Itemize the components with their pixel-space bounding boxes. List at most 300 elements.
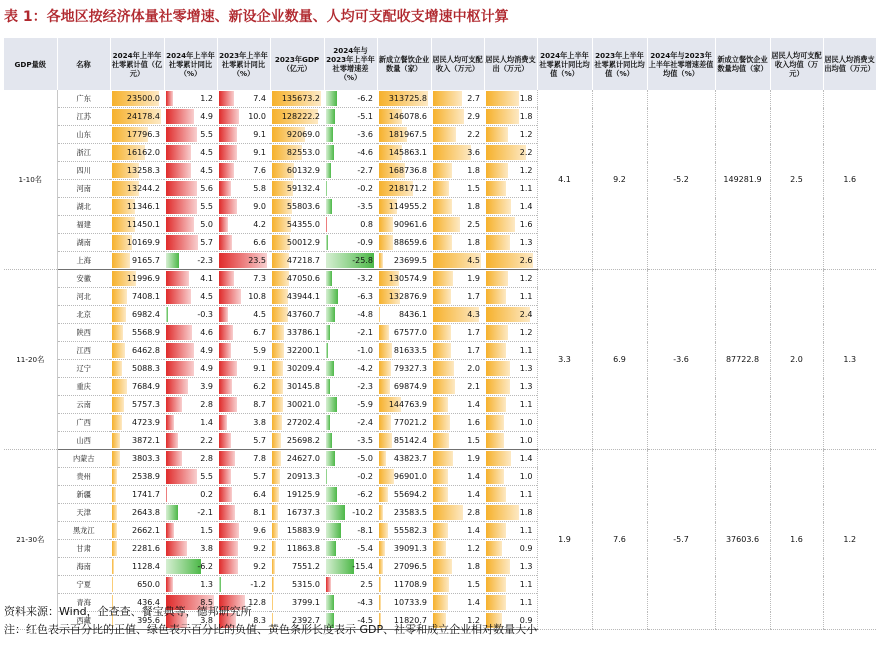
value-cell: [270, 576, 324, 594]
value-cell: [431, 198, 484, 216]
cell-value: 5.6: [200, 184, 213, 193]
cell-value: 82553.0: [286, 148, 320, 157]
cell-value: 4.6: [200, 328, 213, 337]
cell-value: -1.2: [250, 580, 266, 589]
cell-value: 146078.6: [388, 112, 427, 121]
cell-value: 4.9: [200, 346, 213, 355]
value-cell: [270, 270, 324, 288]
value-cell: [324, 468, 377, 486]
cell-value: 55803.6: [286, 202, 320, 211]
cell-value: 1.5: [467, 580, 480, 589]
cell-value: 3.8: [200, 616, 213, 625]
value-cell: [377, 234, 431, 252]
value-cell: [164, 126, 217, 144]
cell-value: 10169.9: [126, 238, 160, 247]
group-average-cell: 4.1: [537, 90, 592, 270]
value-cell: [110, 234, 164, 252]
cell-value: 10733.9: [393, 598, 427, 607]
value-cell: [270, 162, 324, 180]
header-row: [4, 38, 876, 90]
value-cell: [324, 432, 377, 450]
column-header: 居民人均可支配收入（万元）: [431, 38, 484, 90]
cell-value: 1.1: [519, 292, 533, 301]
group-average-cell: 2.5: [770, 90, 823, 270]
value-cell: [217, 252, 270, 270]
value-cell: [377, 288, 431, 306]
cell-value: -3.6: [357, 130, 373, 139]
cell-value: -2.4: [357, 418, 373, 427]
group-average-cell: 1.6: [770, 450, 823, 630]
value-cell: [270, 504, 324, 522]
cell-value: 55694.2: [393, 490, 427, 499]
value-cell: [431, 162, 484, 180]
cell-value: 114955.2: [388, 202, 427, 211]
cell-value: 30021.0: [286, 400, 320, 409]
value-cell: [377, 612, 431, 630]
cell-value: 96901.0: [393, 472, 427, 481]
cell-value: -6.2: [357, 490, 373, 499]
value-cell: [484, 414, 537, 432]
value-cell: [431, 558, 484, 576]
value-cell: [324, 216, 377, 234]
value-cell: [431, 450, 484, 468]
value-cell: [110, 396, 164, 414]
value-cell: [324, 198, 377, 216]
cell-value: 1.6: [467, 418, 480, 427]
value-cell: [270, 90, 324, 108]
value-cell: [431, 144, 484, 162]
value-cell: [270, 180, 324, 198]
value-cell: [484, 342, 537, 360]
cell-value: 6.4: [253, 490, 266, 499]
cell-value: 4.3: [467, 310, 480, 319]
value-cell: [431, 216, 484, 234]
value-cell: [270, 306, 324, 324]
cell-value: 27202.4: [286, 418, 320, 427]
value-cell: [217, 396, 270, 414]
value-cell: [217, 180, 270, 198]
cell-value: 12.8: [248, 598, 266, 607]
cell-value: 13258.3: [126, 166, 160, 175]
value-cell: [164, 306, 217, 324]
column-header: 名称: [57, 38, 110, 90]
value-cell: [377, 396, 431, 414]
cell-value: -2.3: [357, 382, 373, 391]
group-average-cell: 87722.8: [715, 270, 770, 450]
value-cell: [377, 558, 431, 576]
column-header: GDP量级: [4, 38, 57, 90]
cell-value: 4.2: [253, 220, 266, 229]
value-cell: [377, 306, 431, 324]
cell-value: 1.9: [467, 454, 480, 463]
cell-value: 1.8: [467, 166, 480, 175]
value-cell: [164, 90, 217, 108]
value-cell: [324, 396, 377, 414]
cell-value: 7.4: [253, 94, 266, 103]
cell-value: 11820.7: [393, 616, 427, 625]
value-cell: [431, 324, 484, 342]
province-name: 山西: [57, 432, 110, 450]
value-cell: [484, 558, 537, 576]
cell-value: 4.5: [253, 310, 266, 319]
value-cell: [164, 396, 217, 414]
value-cell: [110, 252, 164, 270]
value-cell: [484, 540, 537, 558]
group-average-cell: -5.7: [647, 450, 715, 630]
cell-value: -6.2: [197, 562, 213, 571]
value-cell: [377, 378, 431, 396]
cell-value: 9.0: [253, 202, 266, 211]
cell-value: 1.1: [519, 580, 533, 589]
province-name: 天津: [57, 504, 110, 522]
cell-value: 2.2: [519, 148, 533, 157]
value-cell: [431, 126, 484, 144]
province-name: 广西: [57, 414, 110, 432]
cell-value: 1.8: [519, 508, 533, 517]
value-cell: [324, 108, 377, 126]
value-cell: [431, 234, 484, 252]
province-name: 重庆: [57, 378, 110, 396]
value-cell: [377, 108, 431, 126]
cell-value: 130574.9: [388, 274, 427, 283]
cell-value: 1.4: [467, 400, 480, 409]
value-cell: [484, 306, 537, 324]
column-header: 2023年GDP（亿元）: [270, 38, 324, 90]
province-name: 青海: [57, 594, 110, 612]
value-cell: [431, 468, 484, 486]
cell-value: 1.2: [519, 166, 533, 175]
cell-value: -2.1: [357, 328, 373, 337]
cell-value: 1.3: [200, 580, 213, 589]
group-average-cell: 3.3: [537, 270, 592, 450]
province-name: 湖南: [57, 234, 110, 252]
cell-value: 6.2: [253, 382, 266, 391]
cell-value: 23699.5: [393, 256, 427, 265]
value-cell: [484, 162, 537, 180]
group-average-cell: -3.6: [647, 270, 715, 450]
cell-value: 1.3: [519, 562, 533, 571]
cell-value: -6.2: [357, 94, 373, 103]
cell-value: 16162.0: [126, 148, 160, 157]
value-cell: [217, 558, 270, 576]
value-cell: [217, 198, 270, 216]
value-cell: [377, 522, 431, 540]
column-header: 2024年与2023年上半年社零增速差值均值（%）: [647, 38, 715, 90]
province-name: 内蒙古: [57, 450, 110, 468]
cell-value: 20913.3: [286, 472, 320, 481]
cell-value: -2.1: [197, 508, 213, 517]
gdp-tier-label: 1-10名: [4, 90, 57, 270]
value-cell: [164, 144, 217, 162]
cell-value: 7.3: [253, 274, 266, 283]
cell-value: 81633.5: [393, 346, 427, 355]
cell-value: 3.8: [200, 544, 213, 553]
cell-value: 2.0: [467, 364, 480, 373]
cell-value: 4723.9: [132, 418, 160, 427]
cell-value: 2281.6: [132, 544, 160, 553]
value-cell: [377, 90, 431, 108]
value-cell: [217, 288, 270, 306]
group-average-cell: 1.6: [823, 90, 876, 270]
cell-value: -0.3: [197, 310, 213, 319]
cell-value: 3872.1: [132, 436, 160, 445]
cell-value: 1.4: [467, 472, 480, 481]
group-average-cell: 1.2: [823, 450, 876, 630]
cell-value: 7.8: [253, 454, 266, 463]
value-cell: [377, 198, 431, 216]
group-average-cell: 37603.6: [715, 450, 770, 630]
value-cell: [217, 216, 270, 234]
value-cell: [217, 342, 270, 360]
cell-value: 0.9: [519, 544, 533, 553]
cell-value: -4.3: [357, 598, 373, 607]
cell-value: 5.5: [200, 472, 213, 481]
value-cell: [484, 126, 537, 144]
cell-value: 2.9: [467, 112, 480, 121]
value-cell: [110, 270, 164, 288]
cell-value: 9.1: [253, 130, 266, 139]
value-cell: [377, 450, 431, 468]
column-header: 2023年上半年社零累计同比（%）: [217, 38, 270, 90]
value-cell: [270, 594, 324, 612]
cell-value: 32200.1: [286, 346, 320, 355]
cell-value: 1.2: [467, 544, 480, 553]
value-cell: [110, 342, 164, 360]
cell-value: -6.3: [357, 292, 373, 301]
province-name: 江苏: [57, 108, 110, 126]
cell-value: 25698.2: [286, 436, 320, 445]
value-cell: [431, 270, 484, 288]
cell-value: 7551.2: [292, 562, 320, 571]
cell-value: 1.1: [519, 184, 533, 193]
cell-value: 54355.0: [286, 220, 320, 229]
value-cell: [217, 450, 270, 468]
cell-value: 47218.7: [286, 256, 320, 265]
value-cell: [484, 108, 537, 126]
cell-value: 1.4: [467, 490, 480, 499]
value-cell: [110, 612, 164, 630]
value-cell: [324, 504, 377, 522]
cell-value: 5.7: [253, 472, 266, 481]
cell-value: 8.7: [253, 400, 266, 409]
value-cell: [431, 612, 484, 630]
province-name: 云南: [57, 396, 110, 414]
table-row: [4, 270, 876, 288]
cell-value: 2.5: [360, 580, 373, 589]
value-cell: [164, 540, 217, 558]
cell-value: 3.6: [467, 148, 480, 157]
value-cell: [270, 144, 324, 162]
cell-value: 2392.7: [292, 616, 320, 625]
value-cell: [324, 612, 377, 630]
value-cell: [270, 342, 324, 360]
cell-value: 1.8: [467, 238, 480, 247]
province-name: 广东: [57, 90, 110, 108]
value-cell: [110, 378, 164, 396]
value-cell: [217, 126, 270, 144]
value-cell: [164, 270, 217, 288]
cell-value: -5.9: [357, 400, 373, 409]
cell-value: 1.8: [467, 202, 480, 211]
value-cell: [110, 504, 164, 522]
cell-value: 5.7: [253, 436, 266, 445]
cell-value: 3803.3: [132, 454, 160, 463]
cell-value: 1.7: [467, 346, 480, 355]
value-cell: [217, 540, 270, 558]
cell-value: -2.7: [357, 166, 373, 175]
value-cell: [270, 522, 324, 540]
province-name: 浙江: [57, 144, 110, 162]
value-cell: [484, 288, 537, 306]
cell-value: 5568.9: [132, 328, 160, 337]
value-cell: [484, 270, 537, 288]
cell-value: 9.1: [253, 148, 266, 157]
value-cell: [431, 378, 484, 396]
value-cell: [484, 594, 537, 612]
cell-value: 1.5: [467, 184, 480, 193]
value-cell: [110, 522, 164, 540]
value-cell: [484, 504, 537, 522]
cell-value: 43823.7: [393, 454, 427, 463]
cell-value: 11708.9: [393, 580, 427, 589]
cell-value: 1.1: [519, 346, 533, 355]
cell-value: 4.9: [200, 364, 213, 373]
cell-value: 60132.9: [286, 166, 320, 175]
value-cell: [164, 558, 217, 576]
value-cell: [164, 162, 217, 180]
province-name: 新疆: [57, 486, 110, 504]
value-cell: [324, 90, 377, 108]
cell-value: 1.9: [467, 274, 480, 283]
province-name: 安徽: [57, 270, 110, 288]
cell-value: 11450.1: [126, 220, 160, 229]
cell-value: 2.6: [519, 256, 533, 265]
value-cell: [324, 414, 377, 432]
value-cell: [324, 522, 377, 540]
value-cell: [110, 144, 164, 162]
province-name: 甘肃: [57, 540, 110, 558]
cell-value: 1.1: [519, 490, 533, 499]
cell-value: 4.5: [200, 166, 213, 175]
cell-value: 1.2: [519, 130, 533, 139]
cell-value: 10.8: [248, 292, 266, 301]
value-cell: [110, 594, 164, 612]
value-cell: [484, 378, 537, 396]
cell-value: 3.8: [253, 418, 266, 427]
value-cell: [484, 90, 537, 108]
value-cell: [431, 522, 484, 540]
value-cell: [324, 342, 377, 360]
cell-value: 23583.5: [393, 508, 427, 517]
value-cell: [270, 126, 324, 144]
value-cell: [377, 180, 431, 198]
value-cell: [270, 486, 324, 504]
cell-value: 1.4: [200, 418, 213, 427]
value-cell: [377, 432, 431, 450]
province-name: 江西: [57, 342, 110, 360]
value-cell: [431, 504, 484, 522]
cell-value: 1.6: [519, 220, 533, 229]
cell-value: 6.6: [253, 238, 266, 247]
cell-value: 1.7: [467, 292, 480, 301]
value-cell: [217, 432, 270, 450]
value-cell: [164, 468, 217, 486]
province-name: 宁夏: [57, 576, 110, 594]
value-cell: [377, 324, 431, 342]
value-cell: [431, 108, 484, 126]
cell-value: -4.2: [357, 364, 373, 373]
value-cell: [164, 180, 217, 198]
cell-value: 2.8: [200, 454, 213, 463]
value-cell: [324, 540, 377, 558]
value-cell: [217, 594, 270, 612]
value-cell: [164, 108, 217, 126]
cell-value: 132876.9: [388, 292, 427, 301]
cell-value: 0.2: [200, 490, 213, 499]
cell-value: 6462.8: [132, 346, 160, 355]
value-cell: [377, 360, 431, 378]
value-cell: [431, 594, 484, 612]
cell-value: 4.5: [200, 292, 213, 301]
value-cell: [110, 576, 164, 594]
value-cell: [217, 162, 270, 180]
value-cell: [217, 378, 270, 396]
value-cell: [217, 324, 270, 342]
value-cell: [484, 360, 537, 378]
cell-value: 8.1: [253, 508, 266, 517]
cell-value: 5.7: [200, 238, 213, 247]
cell-value: 1.2: [200, 94, 213, 103]
column-header: 2023年上半年社零累计同比均值（%）: [592, 38, 647, 90]
cell-value: 4.5: [200, 148, 213, 157]
value-cell: [377, 594, 431, 612]
cell-value: 2662.1: [132, 526, 160, 535]
cell-value: 77021.2: [393, 418, 427, 427]
province-name: 福建: [57, 216, 110, 234]
cell-value: -0.2: [357, 184, 373, 193]
value-cell: [484, 432, 537, 450]
cell-value: 69874.9: [393, 382, 427, 391]
cell-value: -10.2: [352, 508, 373, 517]
footnote: 注：红色表示百分比的正值、绿色表示百分比的负值、黄色条形长度表示 GDP、社零和成立企业相对数量大小: [4, 623, 538, 636]
value-cell: [324, 306, 377, 324]
province-name: 上海: [57, 252, 110, 270]
value-cell: [110, 306, 164, 324]
value-cell: [270, 360, 324, 378]
cell-value: 8.3: [253, 616, 266, 625]
cell-value: 1.8: [467, 562, 480, 571]
cell-value: 92069.0: [286, 130, 320, 139]
cell-value: -4.8: [357, 310, 373, 319]
cell-value: 128222.2: [281, 112, 320, 121]
value-cell: [110, 468, 164, 486]
value-cell: [270, 432, 324, 450]
value-cell: [164, 198, 217, 216]
cell-value: 9.1: [253, 364, 266, 373]
cell-value: 10.0: [248, 112, 266, 121]
cell-value: 2.1: [467, 382, 480, 391]
column-header: 2024年上半年社零累计同比均值（%）: [537, 38, 592, 90]
value-cell: [377, 468, 431, 486]
value-cell: [217, 234, 270, 252]
value-cell: [324, 558, 377, 576]
cell-value: 50012.9: [286, 238, 320, 247]
province-name: 湖北: [57, 198, 110, 216]
value-cell: [270, 234, 324, 252]
cell-value: 6.7: [253, 328, 266, 337]
value-cell: [217, 108, 270, 126]
value-cell: [110, 90, 164, 108]
